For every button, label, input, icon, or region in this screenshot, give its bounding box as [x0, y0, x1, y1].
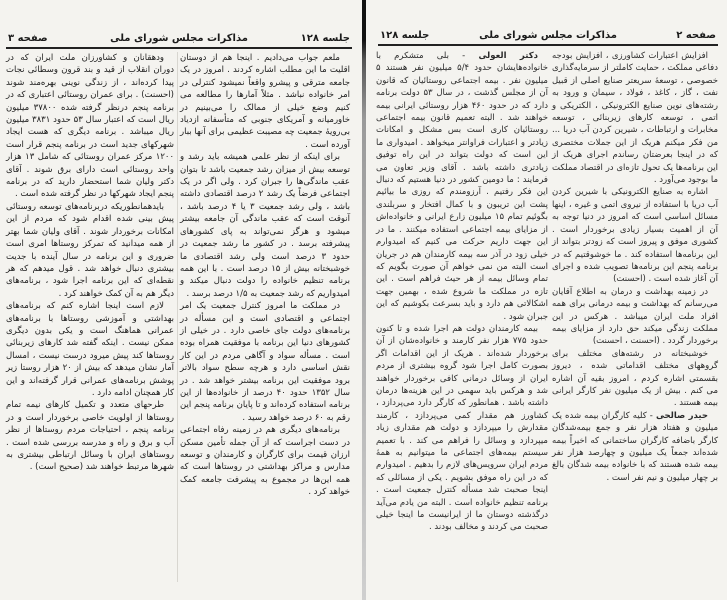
text-column-right [552, 50, 718, 484]
paragraph [180, 52, 350, 151]
paragraph [6, 399, 174, 473]
paragraph [552, 286, 718, 348]
page-header [6, 33, 352, 49]
page-2 [368, 0, 727, 600]
paragraph-text: در مملکت ما امروز کنترل جمعیت یک امر اجتماعی و اقتصادی است و این مسأله در برنامه‌های دولت جای خاصی دارد . در خیلی از کشورهای دنیا این برنامه با موفقیت همراه بوده است . مسأله سواد و آگاهی مردم در این کار نقش اساسی دارد و هرچه سطح سواد بالاتر برود موفقیت این برنامه بیشتر خواهد شد . در سال ۱۳۵۲ حدود ۴۰ درصد از خانواده‌ها از این برنامه استفاده کرده‌اند و تا پایان برنامه پنجم این رقم به ۶۰ درصد خواهد رسید . [180, 301, 350, 423]
paragraph [6, 201, 174, 300]
page-3 [0, 0, 360, 600]
speaker-name: حیدر صالحی [655, 410, 708, 421]
paragraph [552, 50, 718, 186]
paragraph [552, 348, 718, 410]
paragraph-text: اشاره به صنایع الکترونیکی با شیرین کردن آب دریا با استفاده از نیروی اتمی و غیره ، اینها مسائل اساسی است که امروز در دنیا توجه به آن از اهمیت بسیار زیادی برخوردار است . کشوری موفق و پیروز است که زودتر بتواند از این برنامه‌ها استفاده کند . ما خوشوقتیم که در برنامه پنجم این برنامه‌ها تصویب شده و اجرای آن آغاز شده است . (احسنت) [552, 187, 718, 285]
paragraph-text: افزایش اعتبارات کشاورزی ، افزایش بودجه دفاعی مملکت ، حمایت کاملتر از سرمایه‌گذاری خصوصی ، توسعهٔ سریعتر صنایع اصلی از قبیل نفت ، گاز ، کاغذ ، فولاد ، سیمان و ورود به رشته‌های نوین صنایع الکترونیکی ، الکتریکی و اتمی ، توسعه کارهای زیربنائی ، توسعه مخابرات و ارتباطات ، شیرین کردن آب دریا ... من فکر میکنم هریک از این جملات مختصری که در اینجا بعرضتان رساندم اجرای هریک از این برنامه‌ها یک تحول تازه‌ای در اقتصاد مملکت ما بوجود می‌آورد . [552, 51, 718, 186]
page-header [378, 30, 718, 46]
page-number: صفحه ۳ [8, 33, 48, 44]
paragraph-text: ودهقانان و کشاورزان ملت ایران که در دوران انقلاب از قید و بند قرون وسطائی نجات پیدا کرده‌اند ، از زندگی نوینی بهره‌مند شوند (احسنت) . برای عمران روستائی اعتباری که در برنامه پنجم درنظر گرفته شده ۳۷۸۰۰ میلیون ریال است که اعتبار سال ۵۳ حدود ۳۸۳۱ میلیون ریال میباشد . برنامه دیگری که هست ایجاد شهرکهای جدید است در برنامه پنجم قرار است ۱۲۰۰ مرکز عمران روستائی که شامل ۱۳ هزار واحد روستائی است دارای برق شوند . آقای دکتر ولیان شما استحضار دارید که در برنامه پنجم ایجاد شهرکها در نظر گرفته شده است . [6, 53, 175, 200]
paragraph [552, 186, 718, 285]
paragraph [180, 424, 350, 498]
paragraph-text: در زمینه بهداشت و درمان به اطلاع آقایان می‌رسانم که بهداشت و بیمه درمانی برای همه افراد ملت ایران میباشد . هرکس در این مملکت زندگی میکند حق دارد از مزایای بیمه برخوردار گردد . (احسنت ، احسنت) [552, 286, 718, 347]
paragraph-text: - کلیه کارگران بیمه شده یک میلیون و هفتاد هزار نفر و جمع بیمه‌شدگان کارگر باضافه کارگران ساختمانی که اخیراً بیمه شده‌اند جمعاً یک میلیون و چهارصد هزار نفر بیمه شده هستند که با خانواده بیمه شدگان بالغ بر چهار میلیون و نیم نفر است . [552, 410, 718, 483]
paragraph [376, 50, 548, 323]
page-number: صفحه ۲ [676, 30, 716, 41]
paragraph-text: برنامه‌های دیگری هم در زمینه رفاه اجتماعی در دست اجراست که از آن جمله تأمین مسکن ارزان قیمت برای کارگران و کارمندان و توسعه مدارس و مراکز بهداشتی در روستاها است که همه این‌ها در مجموع به پیشرفت جامعه کمک خواهد کرد . [180, 425, 350, 498]
paragraph [180, 300, 350, 424]
running-title: مذاکرات مجلس شورای ملی [110, 33, 248, 44]
session-number: جلسه ۱۲۸ [380, 30, 430, 41]
paragraph-text: خوشبختانه در رشته‌های مختلف برای گروههای مختلف اقداماتی شده ، دیروز بقسمتی اشاره کردم ، امروز بقیه آن اشاره می کنم . بیش از یک میلیون نفر کارگر ایرانی بیمه هستند . [552, 348, 718, 409]
paragraph-text: بایدهمانطوریکه دربرنامه‌های توسعه روستائی پیش بینی شده اقدام شود که مردم از این امکانات برخوردار شوند . آقای ولیان شما بهتر از همه میدانید که تمرکز روستاها امری است ضروری و این برنامه در سال آینده با جدیت بیشتری دنبال خواهد شد . قول میدهم که هر نقطه‌ای که این برنامه اجرا شود ، برنامه‌های دیگر هم به آن کمک خواهند کرد . [6, 201, 174, 299]
text-column-left [6, 52, 174, 474]
column-divider [177, 52, 178, 582]
text-column-right [180, 52, 350, 499]
paragraph [376, 323, 548, 534]
text-column-left [376, 50, 548, 534]
book-gutter [362, 0, 366, 600]
running-title: مذاکرات مجلس شورای ملی [479, 30, 617, 41]
paragraph [552, 410, 718, 484]
speaker-name: دکتر العولی [478, 51, 538, 61]
paragraph-text: بیمه کارمندان دولت هم اجرا شده و تا کنون حدود ۷۷۵ هزار نفر کارمند و خانواده‌شان از آن برخوردار شده‌اند . هریک از این اقدامات اگر بصورت کامل اجرا شود گروه بیشتری از مردم ایران از وسائل درمانی کافی برخوردار خواهند شد و هرکس باید سهمی در این هزینه‌ها درمان داشته باشد . همانطور که کارگر دارد می‌پردازد ، کشاورز هم مقدار کمی می‌پردازد ، کارمند مقدارش را میپردازد و دولت هم مقداری زیاد میپردازد و وسائل را فراهم می کند . با تعمیم سیستم بیمه‌های اجتماعی ما میتوانیم به همهٔ مردم ایران سرویس‌های لازم را بدهیم . امیدوارم که در این راه موفق بشویم . یکی از مسائلی که اینجا صحبت شد مسأله کنترل جمعیت است . برنامه تنظیم خانواده است . البته من یادم می‌آید درگذشته دوستان ما از ایرانیست ما اینجا خیلی صحبت می کردند و مخالف بودند . [376, 323, 549, 533]
paragraph [6, 300, 174, 399]
paragraph-text: برای اینکه از نظر علمی همیشه باید رشد و توسعه بیش از میزان رشد جمعیت باشد تا بتوان عقب ماندگی‌ها را جبران کرد . ولی اگر در یک اجتماعی فرضاً یک رشد ۲ درصد اقتصادی داشته باشد ، ولی رشد جمعیت ۳ یا ۴ درصد باشد ، آنوقت است که عقب ماندگی آن جامعه بیشتر میشود و هرگز نمی‌تواند به پای کشورهای پیشرفته برسد . در کشور ما رشد جمعیت در حدود ۳ درصد است ولی رشد اقتصادی ما خوشبختانه بیش از ۱۵ درصد است . با این همه برنامه تنظیم خانواده را دولت دنبال میکند و امیدواریم که رشد جمعیت به ۱/۵ درصد برسد . [180, 152, 350, 299]
paragraph-text: طرحهای متعدد و تکمیل کارهای نیمه تمام روستاها از اولویت خاصی برخوردار است و در برنامه پنجم ، احتیاجات مردم روستاها از نظر آب و برق و راه و مدرسه بررسی شده است . روستاهای ایران با وسائل ارتباطی بیشتری به شهرها مرتبط خواهند شد (صحیح است) . [6, 400, 174, 473]
paragraph-text: ملعم جواب می‌دادیم . اینجا هم از دوستان اقلیت ما این مطلب اشاره کردند . امروز در یک جامعه مترقی و پیشرو واقعاً نمیشود کنترلی در امر خانواده نباشد . مثلاً آمارها را مطالعه می کنیم وضع خیلی از ممالک را می‌بینیم در خاورمیانه و آمریکای جنوبی که متأسفانه ازدیاد بی‌رویهٔ جمعیت چه مصیبت عظیمی برای آنها ببار آورده است . [180, 53, 350, 150]
paragraph [180, 151, 350, 300]
session-number: جلسه ۱۲۸ [300, 33, 350, 44]
paragraph-text: لازم است اینجا اشاره کنم که برنامه‌های بهداشتی و آموزشی روستاها با برنامه‌های عمرانی هماهنگ است و یکی بدون دیگری ممکن نیست . اینکه گفته شد کارهای زیربنائی روستاها کند پیش میرود درست نیست ، امسال آمار نشان میدهد که بیش از ۲۰ هزار روستا زیر پوشش برنامه‌های عمرانی قرار گرفته‌اند و این کار همچنان ادامه دارد . [6, 301, 174, 398]
paragraph-text: - بلی متشکرم با خانواده‌هایشان حدود ۵/۴ میلیون نفر هستند ۵ میلیون نفر . بیمه اجتماعی روستائیان که قانون آن از مجلس گذشت ، در سال ۵۳ دولت برنامه دارد که در حدود ۴۶۰ هزار روستائی ایرانی بیمه خواهند شد . البته تعمیم قانون بیمه اجتماعی روستائیان کاری است بس مشکل و امکانات زیادتر و اعتبارات فراوانتر میخواهد . امیدواری ما این است که دولت بتواند در این راه توفیق زیادتری داشته باشد . آقای وزیر تعاون می فرمایند : ما دومین کشور در دنیا هستیم که دنبال این فکر رفتیم . آرزومندم که روزی ما بیائیم پشت این تریبون و با کمال افتخار و سربلندی بگوئیم تمام ۱۵ میلیون زارع ایرانی و خانواده‌اش از مزایای بیمه اجتماعی استفاده میکنند . ما در این جهت داریم حرکت می کنیم که امیدوارم خیلی زود در آذر سه بیمه کارمندان هم در جریان است البته من نمی خواهم آن صورت بگویم که تمام وسائل بیمه از هر حیث فراهم است . این تازه در مملکت ما شروع شده ، بهمین جهت اشکالاتی هم دارد و باید بسرعت بکوشیم که این جبران شود . [376, 51, 549, 322]
paragraph [6, 52, 174, 201]
